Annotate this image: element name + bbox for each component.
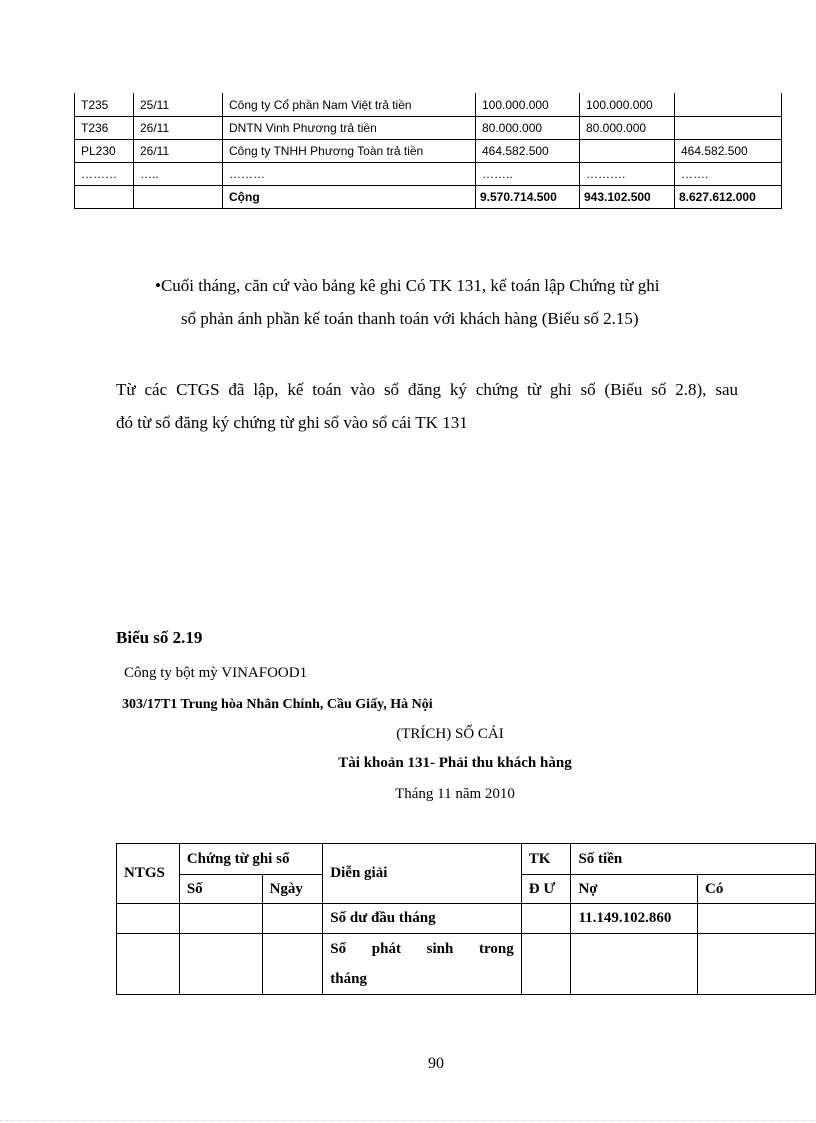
header-ntgs: NTGS	[117, 844, 180, 904]
table-row	[75, 93, 782, 117]
bullet-paragraph-line2: sổ phản ánh phần kế toán thanh toán với khách hàng (Biểu số 2.15)	[181, 309, 639, 328]
table-cell: ……..	[476, 163, 580, 186]
table-row	[75, 163, 782, 186]
table-cell	[675, 117, 782, 140]
header-tk-du-top: TK	[521, 844, 571, 875]
table-cell: 26/11	[134, 140, 223, 163]
sales-summary-table	[74, 93, 782, 209]
table-cell: 100.000.000	[580, 93, 675, 117]
ledger-title: (TRÍCH) SỔ CÁI	[396, 726, 504, 742]
table-cell: 8.627.612.000	[675, 186, 782, 209]
table-row	[117, 934, 816, 995]
company-address: 303/17T1 Trung hòa Nhân Chính, Cầu Giấy, Hà Nội	[122, 697, 433, 712]
table-cell: 464.582.500	[476, 140, 580, 163]
row-opening-balance-label: Số dư đầu tháng	[323, 904, 521, 934]
table-row	[75, 140, 782, 163]
table-cell: 80.000.000	[580, 117, 675, 140]
table-cell: 943.102.500	[580, 186, 675, 209]
table-cell: T235	[75, 93, 134, 117]
table-cell: Cộng	[223, 186, 476, 209]
header-debit: Nợ	[571, 875, 698, 904]
page-number: 90	[428, 1055, 444, 1072]
table-cell	[580, 140, 675, 163]
table-row	[75, 117, 782, 140]
table-cell	[134, 186, 223, 209]
header-amount: Số tiền	[571, 844, 816, 875]
table-cell: T236	[75, 117, 134, 140]
table-cell: …….	[675, 163, 782, 186]
paragraph-line2: đó từ sổ đăng ký chứng từ ghi sổ vào sổ cái TK 131	[116, 413, 468, 432]
table-cell: 25/11	[134, 93, 223, 117]
header-voucher-date: Ngày	[262, 875, 323, 904]
table-cell: …..	[134, 163, 223, 186]
header-voucher: Chứng từ ghi sổ	[179, 844, 322, 875]
table-cell: ………	[223, 163, 476, 186]
table-cell: DNTN Vinh Phương trả tiền	[223, 117, 476, 140]
table-row	[75, 186, 782, 209]
paragraph-line1: Từ các CTGS đã lập, kế toán vào sổ đăng ký chứng từ ghi sổ (Biểu số 2.8), sau	[116, 380, 738, 399]
table-cell: 80.000.000	[476, 117, 580, 140]
table-row	[117, 904, 816, 934]
table-cell: 9.570.714.500	[476, 186, 580, 209]
table-cell: 100.000.000	[476, 93, 580, 117]
bottom-divider	[0, 1120, 816, 1121]
table-cell	[675, 93, 782, 117]
table-cell: PL230	[75, 140, 134, 163]
table-cell: 464.582.500	[675, 140, 782, 163]
header-description: Diễn giải	[323, 844, 521, 904]
table-cell	[75, 186, 134, 209]
table-cell: Công ty TNHH Phương Toàn trả tiền	[223, 140, 476, 163]
general-ledger-table	[116, 843, 816, 995]
company-name: Công ty bột mỳ VINAFOOD1	[124, 665, 308, 681]
table-cell: 26/11	[134, 117, 223, 140]
header-tk-du-bottom: Đ Ư	[521, 875, 571, 904]
table-cell: ………	[75, 163, 134, 186]
row-period-transactions-label: Số phát sinh trong tháng	[323, 934, 521, 995]
exhibit-label: Biểu số 2.19	[116, 628, 203, 647]
table-cell: ……….	[580, 163, 675, 186]
table-cell: Công ty Cổ phần Nam Việt trả tiền	[223, 93, 476, 117]
bullet-paragraph-line1: •Cuối tháng, căn cứ vào bảng kê ghi Có TK 131, kế toán lập Chứng từ ghi	[155, 276, 660, 295]
header-voucher-number: Số	[179, 875, 262, 904]
account-title: Tài khoản 131- Phải thu khách hàng	[338, 755, 572, 771]
row-opening-balance-debit: 11.149.102.860	[571, 904, 698, 934]
bullet-icon: •	[155, 276, 161, 295]
header-credit: Có	[698, 875, 816, 904]
ledger-period: Tháng 11 năm 2010	[395, 786, 515, 802]
